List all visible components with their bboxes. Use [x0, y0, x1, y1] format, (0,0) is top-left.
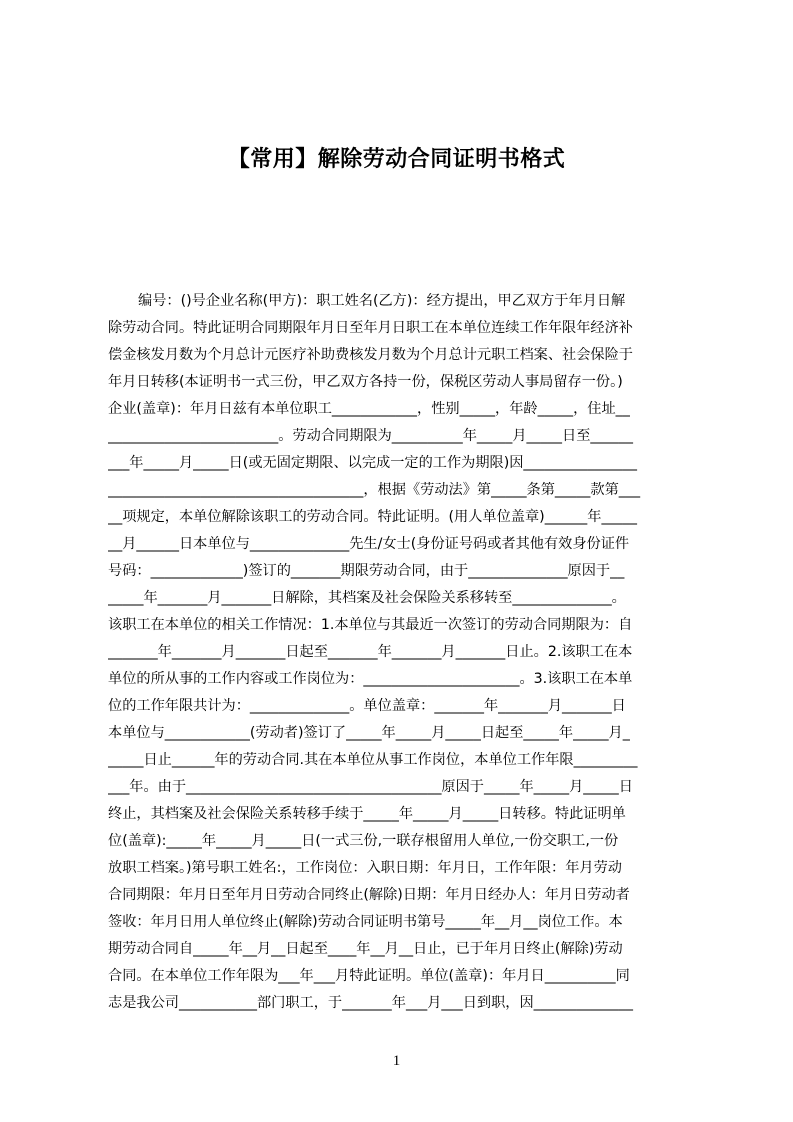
text-line: _______年_______月_______日起至_______年_______月_______日止。2.该职工在本 — [108, 644, 633, 660]
text-line: 年月日转移(本证明书一式三份，甲乙双方各持一份，保税区劳动人事局留存一份。) — [108, 374, 623, 390]
text-line: 单位的所从事的工作内容或工作岗位为：______________________。3.该职工在本单 — [108, 671, 633, 687]
text-line: ___年_____月_____日(或无固定期限、以完成一定的工作为期限)因________________ — [108, 455, 637, 471]
text-line: 企业(盖章)：年月日兹有本单位职工____________，性别_____，年龄_____，住址__ — [108, 401, 630, 417]
text-line: ________________________。劳动合同期限为__________年_____月_____日至______ — [108, 428, 633, 444]
text-line: __月______日本单位与______________先生/女士(身份证号码或者其他有效身份证件 — [108, 536, 630, 552]
text-line: 位的工作年限共计为：______________。单位盖章：_______年_______月_______日 — [108, 698, 626, 714]
text-line: __项规定，本单位解除该职工的劳动合同。特此证明。(用人单位盖章)______年_____ — [108, 509, 637, 525]
text-line: 志是我公司___________部门职工，于_______年___月___日到职，因______________ — [108, 995, 633, 1011]
text-line: ____________________________________，根据《劳动法》第_____条第_____款第___ — [108, 482, 641, 498]
text-line: 该职工在本单位的相关工作情况：1.本单位与其最近一次签订的劳动合同期限为：自 — [108, 617, 633, 633]
text-line: 放职工档案。)第号职工姓名:，工作岗位：入职日期：年月日，工作年限：年月劳动 — [108, 860, 622, 876]
text-line: 号码：_____________)签订的_______期限劳动合同，由于______________原因于__ — [108, 563, 625, 579]
text-line: 签收：年月日用人单位终止(解除)劳动合同证明书第号_____年__月__岗位工作。本 — [108, 914, 623, 930]
text-line: ___年。由于____________________________________原因于_____年_____月_____日 — [108, 779, 633, 795]
document-body — [108, 288, 698, 1017]
text-line: 本单位与____________(劳动者)签订了_____年_____月_____日起至_____年_____月_ — [108, 725, 630, 741]
page-title: 【常用】解除劳动合同证明书格式 — [227, 147, 566, 172]
page-number: 1 — [392, 1053, 401, 1069]
text-line: _____年_______月_______日解除，其档案及社会保险关系移转至______________。 — [108, 590, 626, 606]
text-line: 终止，其档案及社会保险关系转移手续于_____年_____月_____日转移。特此证明单 — [108, 806, 626, 822]
text-line: 编号：()号企业名称(甲方)：职工姓名(乙方)：经方提出，甲乙双方于年月日解 — [138, 293, 626, 309]
text-line: 除劳动合同。特此证明合同期限年月日至年月日职工在本单位连续工作年限年经济补 — [108, 320, 633, 336]
text-line: 位(盖章):_____年_____月_____日(一式三份,一联存根留用人单位,一份交职工,一份 — [108, 833, 619, 849]
text-line: 偿金核发月数为个月总计元医疗补助费核发月数为个月总计元职工档案、社会保险于 — [108, 347, 633, 363]
text-line: 合同期限：年月日至年月日劳动合同终止(解除)日期：年月日经办人：年月日劳动者 — [108, 887, 630, 903]
text-line: _____日止______年的劳动合同.其在本单位从事工作岗位，本单位工作年限_________ — [108, 752, 638, 768]
text-line: 期劳动合同自_____年__月__日起至____年__月__日止，已于年月日终止(解除)劳动 — [108, 941, 623, 957]
text-line: 合同。在本单位工作年限为___年___月特此证明。单位(盖章)：年月日__________同 — [108, 968, 630, 984]
